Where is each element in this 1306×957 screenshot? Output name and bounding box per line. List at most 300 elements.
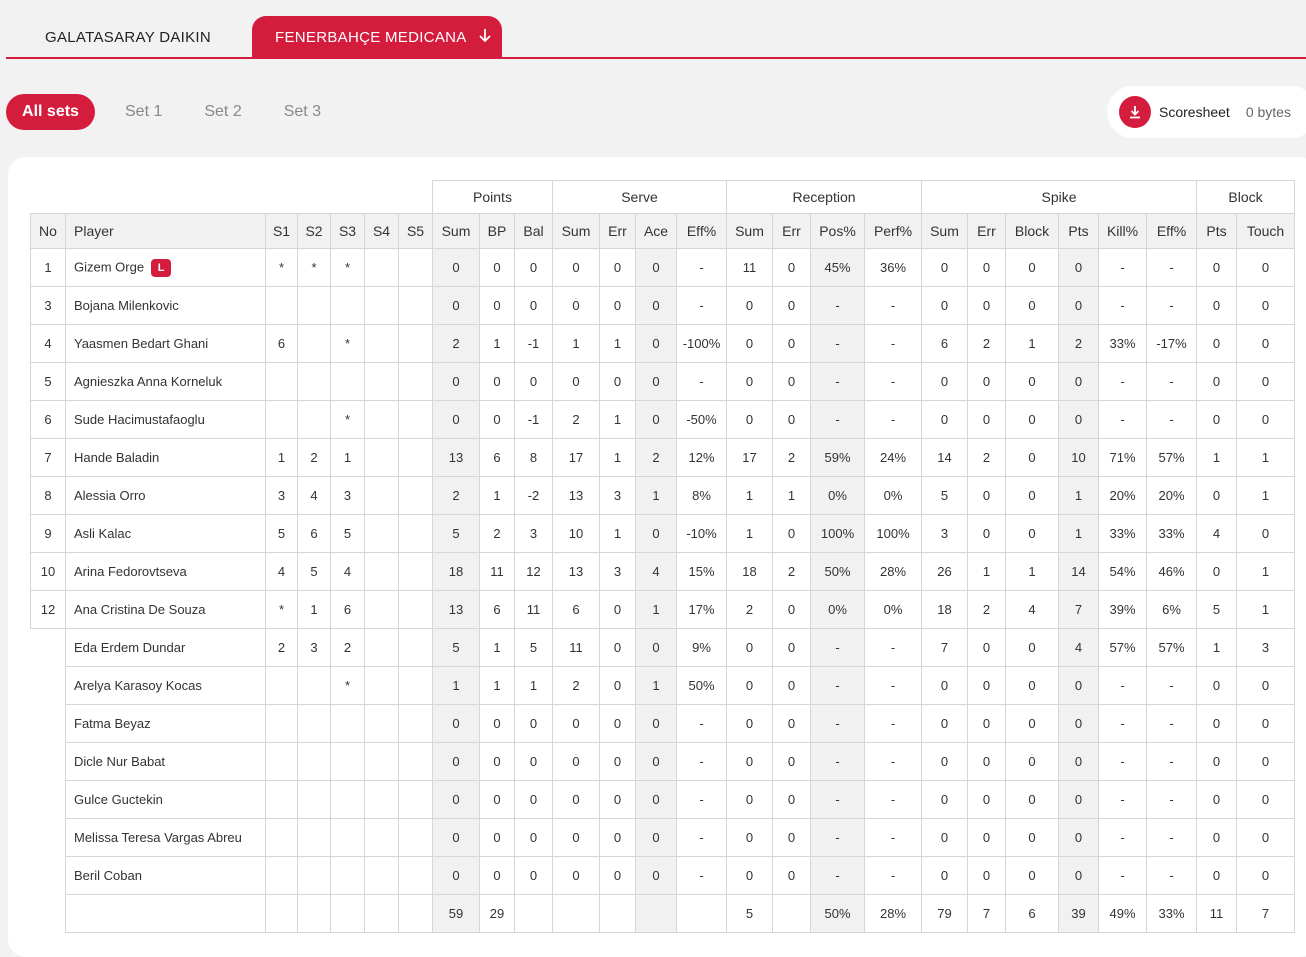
table-cell: 0	[1006, 705, 1059, 743]
table-cell: 0	[636, 781, 677, 819]
table-cell: 0	[1197, 743, 1237, 781]
table-cell: 2	[727, 591, 773, 629]
set-position-cell: *	[331, 667, 365, 705]
table-row[interactable]	[31, 249, 1295, 287]
table-cell: 0	[1006, 401, 1059, 439]
table-cell: 0	[1006, 857, 1059, 895]
column-header-row	[31, 214, 1295, 249]
set-position-cell	[399, 287, 433, 325]
set-position-cell	[298, 287, 331, 325]
table-row[interactable]	[31, 325, 1295, 363]
table-cell: 0	[600, 781, 636, 819]
table-cell: 3	[1237, 629, 1295, 667]
table-cell: 0	[922, 363, 968, 401]
table-cell: 6%	[1147, 591, 1197, 629]
table-cell: 6	[480, 591, 515, 629]
column-header[interactable]: Eff%	[677, 214, 727, 249]
table-cell: -	[1147, 819, 1197, 857]
table-cell: 1	[600, 515, 636, 553]
team-tab-galatasaray[interactable]	[20, 16, 230, 58]
table-cell: -	[1147, 287, 1197, 325]
player-name[interactable]: Melissa Teresa Vargas Abreu	[74, 830, 242, 845]
table-cell: 0	[922, 667, 968, 705]
column-header[interactable]: Err	[968, 214, 1006, 249]
set-position-cell: *	[331, 249, 365, 287]
set-position-cell	[365, 819, 399, 857]
table-cell: 0	[773, 591, 811, 629]
table-cell: 0	[1237, 515, 1295, 553]
table-cell	[553, 895, 600, 933]
column-header[interactable]: Ace	[636, 214, 677, 249]
table-cell: 0	[433, 819, 480, 857]
table-cell: 7	[1237, 895, 1295, 933]
set-position-cell: *	[266, 591, 298, 629]
player-name[interactable]: Fatma Beyaz	[74, 716, 151, 731]
stats-table	[30, 180, 1295, 933]
tab-set-1[interactable]: Set 1	[125, 103, 163, 120]
table-cell: 59	[433, 895, 480, 933]
table-cell: 0	[922, 705, 968, 743]
table-cell: -	[1147, 705, 1197, 743]
table-cell: 3	[600, 553, 636, 591]
scoresheet-size: 0 bytes	[1245, 104, 1291, 120]
table-cell: -	[811, 819, 865, 857]
table-cell: 14	[922, 439, 968, 477]
column-header[interactable]: Err	[600, 214, 636, 249]
table-cell: 1	[1237, 439, 1295, 477]
table-cell: 1	[773, 477, 811, 515]
table-cell: 0	[1006, 819, 1059, 857]
table-cell: -	[865, 743, 922, 781]
set-position-cell	[365, 629, 399, 667]
table-cell: 71%	[1099, 439, 1147, 477]
column-header[interactable]: Bal	[515, 214, 553, 249]
table-cell: 0	[515, 857, 553, 895]
table-cell: 8	[515, 439, 553, 477]
table-cell: 0	[600, 705, 636, 743]
column-header[interactable]: Player	[66, 214, 266, 249]
player-number	[31, 705, 66, 743]
player-name[interactable]: Hande Baladin	[74, 450, 160, 465]
table-cell: 0	[1197, 325, 1237, 363]
table-cell: 0	[968, 287, 1006, 325]
player-name[interactable]: Sude Hacimustafaoglu	[74, 412, 205, 427]
column-header[interactable]: S3	[331, 214, 365, 249]
table-row[interactable]	[31, 781, 1295, 819]
table-cell: 0	[553, 857, 600, 895]
table-cell: 0	[727, 363, 773, 401]
table-cell: 1	[1237, 477, 1295, 515]
table-cell: -	[1099, 857, 1147, 895]
table-cell: 0	[1237, 819, 1295, 857]
player-name[interactable]: Gizem Orge	[74, 258, 145, 274]
set-position-cell: 2	[331, 629, 365, 667]
scoresheet-download[interactable]	[1107, 86, 1306, 138]
column-header[interactable]: Sum	[553, 214, 600, 249]
table-cell: 33%	[1099, 515, 1147, 553]
table-cell: 0	[515, 781, 553, 819]
table-cell: 0	[433, 249, 480, 287]
table-row[interactable]	[31, 705, 1295, 743]
table-cell: -	[1099, 287, 1147, 325]
set-position-cell	[298, 743, 331, 781]
column-header[interactable]: Block	[1006, 214, 1059, 249]
player-name[interactable]: Asli Kalac	[74, 526, 132, 541]
table-cell: 17	[553, 439, 600, 477]
table-cell: 0	[1237, 401, 1295, 439]
table-cell: 0	[1006, 515, 1059, 553]
table-cell: 0	[773, 363, 811, 401]
group-serve: Serve	[553, 181, 727, 214]
set-position-cell	[298, 705, 331, 743]
column-header[interactable]: Err	[773, 214, 811, 249]
table-cell: 1	[968, 553, 1006, 591]
set-position-cell: *	[331, 401, 365, 439]
player-name[interactable]: Yaasmen Bedart Ghani	[74, 336, 209, 351]
table-cell: 0	[636, 363, 677, 401]
download-icon[interactable]	[1119, 96, 1151, 128]
table-cell: 0	[922, 249, 968, 287]
table-cell: -	[677, 705, 727, 743]
table-cell: 11	[727, 249, 773, 287]
table-cell: 1	[1006, 553, 1059, 591]
table-cell: 0	[1059, 743, 1099, 781]
table-cell: 1	[636, 591, 677, 629]
player-cell	[66, 477, 266, 515]
table-cell: 0	[1197, 363, 1237, 401]
set-position-cell	[365, 249, 399, 287]
table-cell: -	[811, 743, 865, 781]
table-row[interactable]	[31, 857, 1295, 895]
table-cell: 0	[1197, 819, 1237, 857]
table-cell: 0	[480, 705, 515, 743]
column-header[interactable]: Eff%	[1147, 214, 1197, 249]
table-cell: 1	[480, 667, 515, 705]
table-cell: 0	[1006, 249, 1059, 287]
table-cell: 0	[553, 705, 600, 743]
column-header[interactable]: S1	[266, 214, 298, 249]
set-position-cell	[298, 857, 331, 895]
table-cell: 0	[1197, 249, 1237, 287]
set-position-cell: 5	[266, 515, 298, 553]
table-cell	[636, 895, 677, 933]
table-cell: -	[1099, 705, 1147, 743]
table-cell: 0	[433, 743, 480, 781]
table-cell: 7	[968, 895, 1006, 933]
table-cell: 1	[480, 325, 515, 363]
scoresheet-label[interactable]: Scoresheet	[1159, 104, 1230, 120]
table-cell: 0	[433, 781, 480, 819]
table-cell: 0	[553, 819, 600, 857]
set-position-cell: 2	[266, 629, 298, 667]
player-cell	[66, 743, 266, 781]
player-name[interactable]: Bojana Milenkovic	[74, 298, 179, 313]
table-row[interactable]	[31, 439, 1295, 477]
table-cell: 0	[968, 743, 1006, 781]
table-cell: -	[1147, 743, 1197, 781]
table-cell: 45%	[811, 249, 865, 287]
table-row[interactable]	[31, 629, 1295, 667]
set-position-cell	[399, 743, 433, 781]
set-position-cell	[266, 819, 298, 857]
table-cell: 11	[515, 591, 553, 629]
table-cell: 0	[515, 743, 553, 781]
column-header[interactable]: S2	[298, 214, 331, 249]
table-cell: 0	[636, 819, 677, 857]
table-cell: 1	[1059, 477, 1099, 515]
table-cell: 0	[1059, 249, 1099, 287]
table-cell	[773, 895, 811, 933]
table-cell: -	[677, 363, 727, 401]
table-cell: 33%	[1099, 325, 1147, 363]
set-position-cell	[331, 287, 365, 325]
table-cell: -1	[515, 401, 553, 439]
set-position-cell: 3	[331, 477, 365, 515]
totals-spacer	[31, 895, 66, 933]
set-position-cell	[331, 743, 365, 781]
set-position-cell	[331, 819, 365, 857]
table-cell: 0	[600, 819, 636, 857]
table-cell: 0	[636, 629, 677, 667]
table-cell: 0	[480, 857, 515, 895]
player-cell	[66, 705, 266, 743]
table-cell: 0	[922, 819, 968, 857]
table-cell: 0	[773, 401, 811, 439]
player-cell	[66, 249, 266, 287]
team-tab-label: GALATASARAY DAIKIN	[45, 28, 212, 46]
table-cell: 0%	[811, 591, 865, 629]
table-cell	[298, 895, 331, 933]
table-cell: 0	[968, 363, 1006, 401]
table-cell: -	[1099, 249, 1147, 287]
table-cell: -	[1147, 857, 1197, 895]
table-row[interactable]	[31, 591, 1295, 629]
table-cell: 14	[1059, 553, 1099, 591]
set-position-cell	[365, 743, 399, 781]
table-cell: 0	[727, 325, 773, 363]
column-header[interactable]: Sum	[433, 214, 480, 249]
table-cell: 26	[922, 553, 968, 591]
table-cell: 0	[773, 819, 811, 857]
table-cell: 0	[1197, 401, 1237, 439]
table-cell: 2	[968, 439, 1006, 477]
table-cell: -	[865, 287, 922, 325]
set-position-cell: 4	[298, 477, 331, 515]
player-number	[31, 819, 66, 857]
table-cell: -	[1099, 743, 1147, 781]
set-position-cell	[266, 667, 298, 705]
player-number: 12	[31, 591, 66, 629]
group-reception: Reception	[727, 181, 922, 214]
set-position-cell	[266, 401, 298, 439]
set-position-cell	[365, 857, 399, 895]
table-cell: 3	[515, 515, 553, 553]
table-cell: 0	[1197, 553, 1237, 591]
table-cell: 3	[922, 515, 968, 553]
table-cell: 0	[922, 743, 968, 781]
table-cell: 0	[636, 515, 677, 553]
table-cell: 0	[1237, 705, 1295, 743]
set-position-cell	[399, 249, 433, 287]
table-row[interactable]	[31, 363, 1295, 401]
player-name[interactable]: Arelya Karasoy Kocas	[74, 678, 202, 693]
set-position-cell	[331, 781, 365, 819]
table-cell: -2	[515, 477, 553, 515]
table-row[interactable]	[31, 515, 1295, 553]
table-cell: 0	[922, 781, 968, 819]
player-cell	[66, 667, 266, 705]
player-name[interactable]: Alessia Orro	[74, 488, 146, 503]
table-cell	[266, 895, 298, 933]
player-number: 8	[31, 477, 66, 515]
table-row[interactable]	[31, 401, 1295, 439]
table-cell: 1	[1006, 325, 1059, 363]
tab-set-3[interactable]: Set 3	[283, 103, 322, 120]
set-position-cell	[365, 667, 399, 705]
table-row[interactable]	[31, 477, 1295, 515]
table-cell: 28%	[865, 895, 922, 933]
table-cell: 0	[727, 743, 773, 781]
set-position-cell: *	[298, 249, 331, 287]
totals-row	[31, 895, 1295, 933]
player-cell	[66, 287, 266, 325]
table-cell: 29	[480, 895, 515, 933]
table-cell: 18	[727, 553, 773, 591]
column-header[interactable]: Sum	[922, 214, 968, 249]
table-cell: -	[811, 667, 865, 705]
table-cell: 57%	[1147, 629, 1197, 667]
table-row[interactable]	[31, 553, 1295, 591]
table-cell: 0	[600, 591, 636, 629]
table-cell: 0	[968, 857, 1006, 895]
table-cell: -	[811, 781, 865, 819]
table-cell: 1	[515, 667, 553, 705]
player-name[interactable]: Dicle Nur Babat	[74, 754, 166, 769]
table-cell: 0%	[865, 591, 922, 629]
table-cell: -100%	[677, 325, 727, 363]
table-cell: 0	[968, 401, 1006, 439]
set-position-cell	[266, 743, 298, 781]
table-cell: 9%	[677, 629, 727, 667]
table-cell: -	[811, 401, 865, 439]
player-name[interactable]: Eda Erdem Dundar	[74, 640, 186, 655]
column-header[interactable]: Sum	[727, 214, 773, 249]
table-cell: 100%	[865, 515, 922, 553]
set-position-cell: 4	[331, 553, 365, 591]
table-cell: 0%	[811, 477, 865, 515]
table-cell: 0	[1006, 743, 1059, 781]
player-name[interactable]: Gulce Guctekin	[74, 792, 163, 807]
column-header[interactable]: Pts	[1197, 214, 1237, 249]
table-row[interactable]	[31, 743, 1295, 781]
table-cell: 10	[553, 515, 600, 553]
table-cell: 0	[968, 705, 1006, 743]
table-cell: 0	[433, 857, 480, 895]
table-cell: 49%	[1099, 895, 1147, 933]
table-cell: -	[1147, 363, 1197, 401]
table-cell: 0	[1237, 287, 1295, 325]
table-cell: 0	[773, 705, 811, 743]
table-cell: 10	[1059, 439, 1099, 477]
column-header[interactable]: Touch	[1237, 214, 1295, 249]
table-cell: 12%	[677, 439, 727, 477]
table-cell: -	[865, 705, 922, 743]
table-cell: 13	[433, 591, 480, 629]
column-header[interactable]: S4	[365, 214, 399, 249]
tab-all-sets[interactable]: All sets	[6, 94, 95, 130]
table-cell: 0	[480, 401, 515, 439]
table-cell: 0	[1006, 477, 1059, 515]
player-name[interactable]: Ana Cristina De Souza	[74, 602, 206, 617]
column-header[interactable]: Kill%	[1099, 214, 1147, 249]
table-cell: 0	[1006, 629, 1059, 667]
table-cell: 2	[773, 439, 811, 477]
table-cell: 18	[433, 553, 480, 591]
column-header[interactable]: Pos%	[811, 214, 865, 249]
table-cell: 39%	[1099, 591, 1147, 629]
table-cell: 12	[515, 553, 553, 591]
table-cell: 59%	[811, 439, 865, 477]
table-cell: 0	[636, 249, 677, 287]
set-position-cell	[399, 553, 433, 591]
player-number	[31, 629, 66, 667]
table-cell: 1	[636, 477, 677, 515]
player-name[interactable]: Arina Fedorovtseva	[74, 564, 187, 579]
table-cell: 2	[636, 439, 677, 477]
table-cell: 0	[480, 819, 515, 857]
table-cell: 2	[968, 325, 1006, 363]
player-name[interactable]: Agnieszka Anna Korneluk	[74, 374, 223, 389]
column-header[interactable]: S5	[399, 214, 433, 249]
player-cell	[66, 781, 266, 819]
table-cell: 0	[1059, 705, 1099, 743]
table-cell: 0%	[865, 477, 922, 515]
group-block: Block	[1197, 181, 1295, 214]
set-position-cell	[266, 857, 298, 895]
table-cell: 1	[480, 629, 515, 667]
tab-set-2[interactable]: Set 2	[204, 103, 242, 120]
column-header[interactable]: BP	[480, 214, 515, 249]
table-cell: 0	[1059, 781, 1099, 819]
table-row[interactable]	[31, 287, 1295, 325]
team-tab-fenerbahce[interactable]	[252, 16, 502, 58]
set-position-cell	[298, 781, 331, 819]
column-header[interactable]: No	[31, 214, 66, 249]
group-spike: Spike	[922, 181, 1197, 214]
table-row[interactable]	[31, 667, 1295, 705]
set-position-cell	[266, 287, 298, 325]
table-cell: 57%	[1099, 629, 1147, 667]
set-position-cell: 3	[298, 629, 331, 667]
table-cell: 0	[636, 705, 677, 743]
column-header[interactable]: Perf%	[865, 214, 922, 249]
set-position-cell	[331, 705, 365, 743]
set-position-cell: 1	[266, 439, 298, 477]
table-cell: 0	[1237, 325, 1295, 363]
table-cell: 0	[1197, 287, 1237, 325]
set-position-cell	[298, 401, 331, 439]
table-cell: 2	[553, 667, 600, 705]
table-row[interactable]	[31, 819, 1295, 857]
table-cell: 1	[727, 515, 773, 553]
table-cell: 5	[515, 629, 553, 667]
table-cell: -	[811, 363, 865, 401]
column-header[interactable]: Pts	[1059, 214, 1099, 249]
player-name[interactable]: Beril Coban	[74, 868, 142, 883]
set-position-cell: 6	[266, 325, 298, 363]
set-position-cell	[399, 477, 433, 515]
set-position-cell	[266, 363, 298, 401]
